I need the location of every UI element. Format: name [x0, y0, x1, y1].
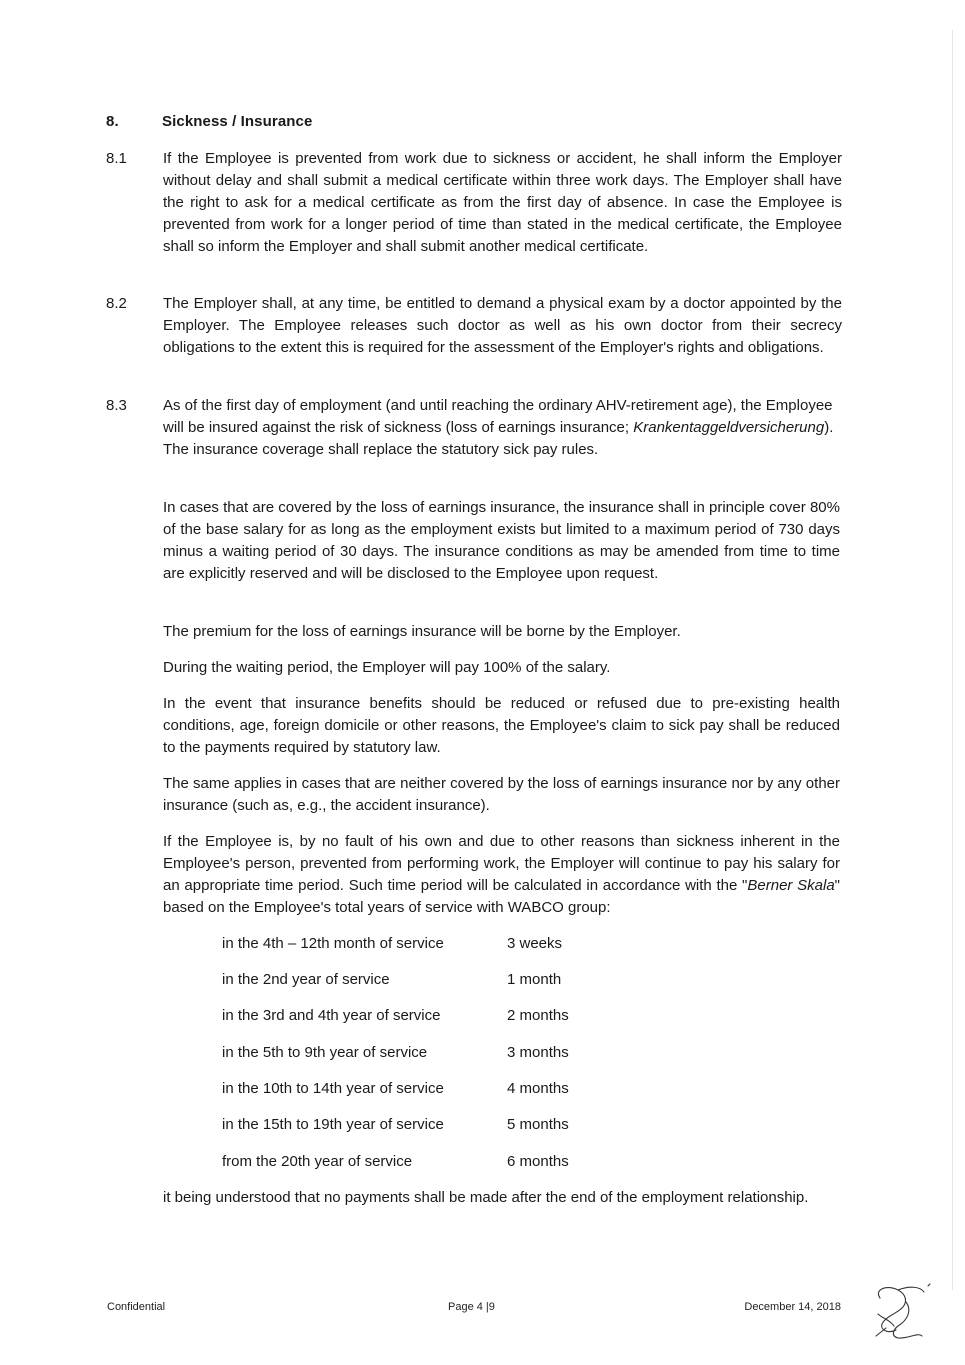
footer-page-number: Page 4 |9 [448, 1301, 495, 1313]
paragraph-closing [163, 1187, 840, 1209]
paragraph-coverage [163, 497, 840, 585]
service-row [222, 1078, 569, 1100]
clause-text-end: ). The insurance coverage shall replace the statutory sick pay rules. [163, 418, 834, 458]
clause-8-3 [106, 395, 842, 461]
paragraph-text: In the event that insurance benefits should be reduced or refused due to pre-existing health conditions, age, foreign domicile or other reasons, the Employee's claim to sick pay shall be reduced to the payments required by statutory law. [163, 695, 840, 756]
clause-number: 8.3 [106, 397, 127, 414]
paragraph-text-end: " based on the Employee's total years of service with WABCO group: [163, 876, 840, 916]
clause-number: 8.1 [106, 150, 127, 167]
paragraph-text: it being understood that no payments shall be made after the end of the employment relationship. [163, 1189, 809, 1206]
paragraph-premium [163, 621, 840, 643]
paragraph-no-fault [163, 831, 840, 919]
pay-duration: 4 months [507, 1080, 569, 1097]
paragraph-text-start: If the Employee is, by no fault of his own and due to other reasons than sickness inherent in the Employee's person, prevented from performing work, the Employer will continue to pay his salary for an appropriate time period. Such time period will be calculated in accordance with the " [163, 833, 840, 894]
clause-number: 8.2 [106, 295, 127, 312]
paragraph-waiting-period [163, 657, 840, 679]
service-row [222, 1151, 569, 1173]
section-title: Sickness / Insurance [162, 113, 313, 130]
paragraph-text: In cases that are covered by the loss of earnings insurance, the insurance shall in principle cover 80% of the base salary for as long as the employment exists but limited to a maximum period of 730 days minus a waiting period of 30 days. The insurance conditions as may be amended from time to time are explicitly reserved and will be disclosed to the Employee upon request. [163, 499, 840, 582]
service-period: from the 20th year of service [222, 1153, 413, 1170]
service-period: in the 3rd and 4th year of service [222, 1007, 441, 1024]
scan-edge-line [952, 30, 953, 1290]
clause-text: The Employer shall, at any time, be entitled to demand a physical exam by a doctor appointed by the Employer. The Employee releases such doctor as well as his own doctor from their secrecy obligations to the extent this is required for the assessment of the Employer's rights and obligations. [163, 295, 842, 356]
clause-8-2 [106, 293, 842, 359]
pay-duration: 6 months [507, 1153, 569, 1170]
handwritten-initials-icon [868, 1276, 938, 1344]
pay-duration: 2 months [507, 1007, 569, 1024]
service-row [222, 933, 562, 955]
clause-text: If the Employee is prevented from work due to sickness or accident, he shall inform the Employer without delay and shall submit a medical certificate within three work days. The Employer shall have the right to ask for a medical certificate as from the first day of absence. In case the Employee is prevented from work for a longer period of time than stated in the medical certificate, the Employee shall so inform the Employer and shall submit another medical certificate. [163, 150, 842, 255]
paragraph-text [163, 831, 840, 919]
service-period: in the 10th to 14th year of service [222, 1080, 444, 1097]
clause-text-start: As of the first day of employment (and until reaching the ordinary AHV-retirement age), the Employee will be insured against the risk of sickness (loss of earnings insurance; [163, 397, 833, 436]
service-row [222, 1005, 569, 1027]
pay-duration: 1 month [507, 971, 562, 988]
service-row [222, 1114, 569, 1136]
paragraph-text: During the waiting period, the Employer will pay 100% of the salary. [163, 659, 611, 676]
clause-text-italic-term: Krankentaggeldversicherung [633, 418, 825, 436]
footer-date: December 14, 2018 [744, 1301, 841, 1313]
pay-duration: 3 weeks [507, 935, 563, 952]
berner-skala-term: Berner Skala [747, 876, 835, 894]
pay-duration: 5 months [507, 1116, 569, 1133]
service-period: in the 15th to 19th year of service [222, 1116, 444, 1133]
section-heading [106, 113, 312, 130]
service-row [222, 1042, 569, 1064]
clause-text [163, 395, 842, 461]
paragraph-same-applies [163, 773, 840, 817]
service-period: in the 2nd year of service [222, 971, 390, 988]
footer-confidential: Confidential [107, 1301, 166, 1313]
service-period: in the 4th – 12th month of service [222, 935, 444, 952]
clause-8-1 [106, 148, 842, 258]
section-number: 8. [106, 113, 119, 130]
service-period: in the 5th to 9th year of service [222, 1044, 428, 1061]
paragraph-reduced-benefits [163, 693, 840, 759]
pay-duration: 3 months [507, 1044, 569, 1061]
paragraph-text: The same applies in cases that are neither covered by the loss of earnings insurance nor by any other insurance (such as, e.g., the accident insurance). [163, 775, 840, 814]
service-row [222, 969, 561, 991]
paragraph-text: The premium for the loss of earnings insurance will be borne by the Employer. [163, 623, 681, 640]
